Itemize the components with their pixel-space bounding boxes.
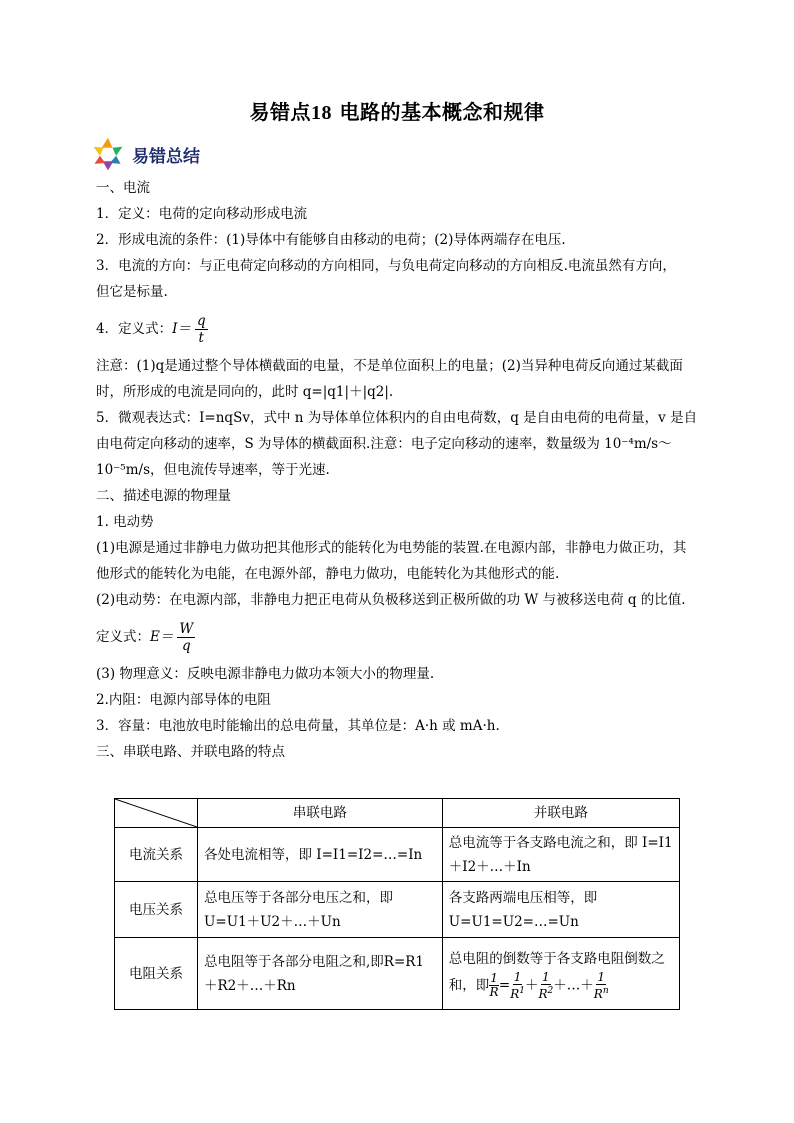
emf-subheading: 1. 电动势 [96, 514, 154, 530]
main-content [96, 175, 700, 765]
condition-line: 2．形成电流的条件：(1)导体中有能够自由移动的电荷；(2)导体两端存在电压. [96, 232, 566, 248]
formula-lhs: E＝ [150, 629, 174, 645]
meaning-line: (3) 物理意义：反映电源非静电力做功本领大小的物理量. [96, 666, 435, 682]
row-head-resistance: 电阻关系 [115, 938, 198, 1010]
note-line-b: 时，所形成的电流是同向的，此时 q=|q1|＋|q2|. [96, 384, 394, 400]
cell-parallel-current: 总电流等于各支路电流之和，即 I=I1＋I2＋…＋In [442, 828, 679, 882]
fraction-w-over-q [177, 621, 195, 654]
fraction-q-over-t [195, 313, 208, 346]
parallel-resistance-formula: 和，即 $\frac{1}{R}$ = $\frac{1}{R^1}$ ＋ $\frac{1}{R^2}$ ＋…＋ $\frac{1}{R^n}$ [448, 969, 609, 1001]
micro-line-b: 由电荷定向移动的速率，S 为导体的横截面积.注意：电子定向移动的速率，数量级为 10⁻⁴m/s～ [96, 436, 672, 452]
table-row [115, 938, 680, 1010]
direction-line-a: 3．电流的方向：与正电荷定向移动的方向相同，与负电荷定向移动的方向相反.电流虽然有方向， [96, 258, 676, 274]
col-parallel-header: 并联电路 [442, 799, 679, 828]
title-prefix: 易错点 [249, 100, 312, 124]
emf-formula [96, 613, 700, 661]
definition-line: 1．定义：电荷的定向移动形成电流 [96, 206, 308, 222]
micro-line-a: 5．微观表达式：I=nqSv，式中 n 为导体单位体积内的自由电荷数，q 是自由电荷的电荷量，v 是自 [96, 410, 698, 426]
cell-series-voltage: 总电压等于各部分电压之和，即 U=U1＋U2＋…＋Un [198, 882, 443, 938]
resistance-line: 2.内阻：电源内部导体的电阻 [96, 692, 271, 708]
diagonal-line [115, 799, 197, 827]
table-row [115, 882, 680, 938]
circuit-comparison-table [114, 798, 680, 1010]
heading-current: 一、电流 [96, 180, 150, 196]
star-icon [90, 136, 126, 172]
fraction-denominator: t [198, 329, 204, 346]
title-text: 电路的基本概念和规律 [339, 100, 545, 124]
cell-parallel-resistance [442, 938, 679, 1010]
page-title [0, 96, 794, 125]
emf-para-2: (2)电动势：在电源内部，非静电力把正电荷从负极移送到正极所做的功 W 与被移送电荷 q 的比值. [96, 592, 686, 608]
fraction-numerator: W [179, 620, 194, 637]
note-line-a: 注意：(1)q是通过整个导体横截面的电量，不是单位面积上的电量；(2)当异种电荷反向通过某截面 [96, 358, 683, 374]
diagonal-corner-cell [115, 799, 198, 828]
current-formula [96, 305, 700, 353]
formula-label: 4．定义式： [96, 321, 173, 337]
heading-source: 二、描述电源的物理量 [96, 488, 231, 504]
emf-para-a: (1)电源是通过非静电力做功把其他形式的能转化为电势能的装置.在电源内部，非静电力做正功，其 [96, 540, 687, 556]
direction-line-b: 但它是标量. [96, 284, 168, 300]
title-number: 18 [311, 102, 333, 124]
emf-para-b: 他形式的能转化为电能，在电源外部，静电力做功，电能转化为其他形式的能. [96, 566, 560, 582]
table-row [115, 828, 680, 882]
col-series-header: 串联电路 [198, 799, 443, 828]
section-header [90, 134, 200, 174]
cell-parallel-voltage: 各支路两端电压相等，即 U=U1=U2=…=Un [442, 882, 679, 938]
fraction-numerator: q [196, 312, 206, 329]
fraction-denominator: q [181, 637, 191, 654]
formula-lhs: I＝ [172, 321, 191, 337]
capacity-line: 3．容量：电池放电时能输出的总电荷量，其单位是：A·h 或 mA·h. [96, 718, 500, 734]
section-label: 易错总结 [132, 146, 200, 167]
cell-series-current: 各处电流相等，即 I=I1=I2=…=In [198, 828, 443, 882]
micro-line-c: 10⁻⁵m/s，但电流传导速率，等于光速. [96, 462, 330, 478]
formula-label: 定义式： [96, 629, 150, 645]
parallel-resistance-text: 总电阻的倒数等于各支路电阻倒数之 [448, 950, 665, 967]
table-header-row [115, 799, 680, 828]
heading-circuits: 三、串联电路、并联电路的特点 [96, 744, 285, 760]
row-head-voltage: 电压关系 [115, 882, 198, 938]
cell-series-resistance: 总电阻等于各部分电阻之和,即R=R1＋R2＋…＋Rn [198, 938, 443, 1010]
formula-prefix: 和，即 [448, 977, 490, 993]
row-head-current: 电流关系 [115, 828, 198, 882]
